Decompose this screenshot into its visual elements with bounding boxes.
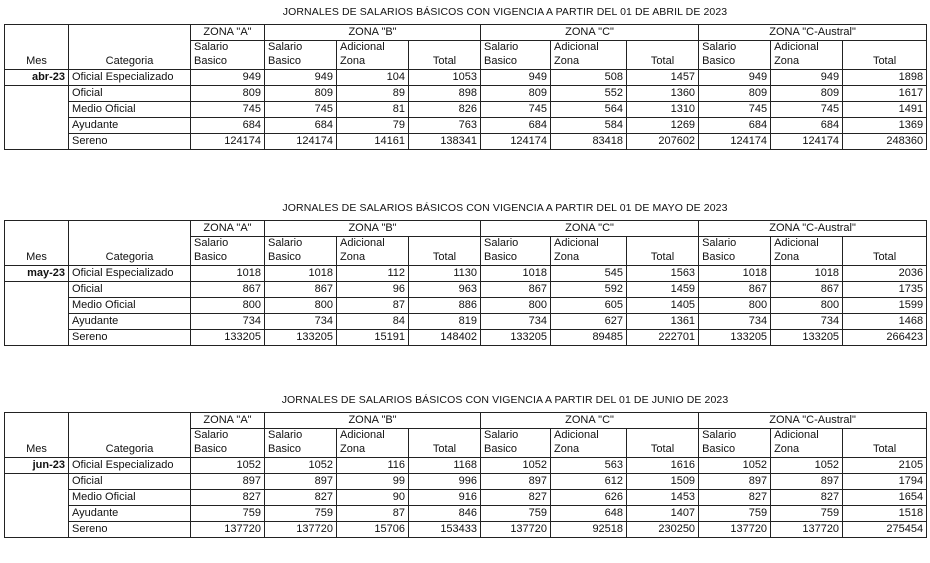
value-cell: 508 (551, 70, 627, 86)
categoria-column-header: Categoria (69, 250, 191, 266)
value-cell: 81 (337, 102, 409, 118)
table-row (5, 282, 927, 298)
value-cell: 552 (551, 86, 627, 102)
value-cell: 897 (771, 474, 843, 490)
value-cell: 827 (481, 490, 551, 506)
categoria-cell: Oficial (69, 86, 191, 102)
value-cell: 1617 (843, 86, 927, 102)
categoria-cell: Sereno (69, 330, 191, 346)
value-cell: 867 (481, 282, 551, 298)
value-cell: 1491 (843, 102, 927, 118)
value-cell: 96 (337, 282, 409, 298)
value-cell: 605 (551, 298, 627, 314)
value-cell: 248360 (843, 134, 927, 150)
column-header-bottom: Zona (337, 54, 409, 70)
value-cell: 1018 (771, 266, 843, 282)
column-header-top: Salario (191, 237, 265, 251)
value-cell: 1269 (627, 118, 699, 134)
value-cell: 124174 (481, 134, 551, 150)
categoria-cell: Medio Oficial (69, 298, 191, 314)
column-header-bottom: Total (843, 54, 927, 70)
value-cell: 745 (265, 102, 337, 118)
value-cell: 1407 (627, 506, 699, 522)
value-cell: 1457 (627, 70, 699, 86)
mes-cell-empty (5, 86, 69, 102)
value-cell: 745 (699, 102, 771, 118)
zone-c-header: ZONA "C" (481, 413, 699, 429)
categoria-cell: Oficial (69, 474, 191, 490)
header-empty (5, 237, 69, 251)
mes-cell-empty (5, 134, 69, 150)
column-header-bottom: Zona (771, 54, 843, 70)
value-cell: 897 (265, 474, 337, 490)
header-empty (69, 429, 191, 443)
value-cell: 564 (551, 102, 627, 118)
value-cell: 92518 (551, 522, 627, 538)
value-cell: 949 (481, 70, 551, 86)
zone-a-header: ZONA "A" (191, 25, 265, 41)
categoria-cell: Sereno (69, 522, 191, 538)
value-cell: 759 (191, 506, 265, 522)
value-cell: 137720 (481, 522, 551, 538)
value-cell: 1735 (843, 282, 927, 298)
value-cell: 809 (191, 86, 265, 102)
value-cell: 124174 (265, 134, 337, 150)
value-cell: 916 (409, 490, 481, 506)
value-cell: 684 (481, 118, 551, 134)
column-header-top: Salario (699, 237, 771, 251)
value-cell: 545 (551, 266, 627, 282)
value-cell: 1616 (627, 458, 699, 474)
categoria-cell: Sereno (69, 134, 191, 150)
column-header-bottom: Total (409, 442, 481, 458)
salary-table (4, 220, 927, 346)
column-header-top: Adicional (551, 429, 627, 443)
value-cell: 819 (409, 314, 481, 330)
value-cell: 846 (409, 506, 481, 522)
value-cell: 827 (699, 490, 771, 506)
categoria-cell: Ayudante (69, 314, 191, 330)
column-header-top: Adicional (771, 429, 843, 443)
header-empty (409, 237, 481, 251)
column-header-bottom: Zona (337, 250, 409, 266)
value-cell: 89 (337, 86, 409, 102)
categoria-cell: Oficial Especializado (69, 458, 191, 474)
column-header-bottom: Basico (265, 54, 337, 70)
mes-cell-empty (5, 298, 69, 314)
column-header-top: Salario (699, 429, 771, 443)
column-header-bottom: Zona (771, 250, 843, 266)
value-cell: 14161 (337, 134, 409, 150)
value-cell: 137720 (191, 522, 265, 538)
column-header-bottom: Total (409, 54, 481, 70)
column-header-bottom: Basico (699, 250, 771, 266)
column-header-top: Adicional (771, 237, 843, 251)
column-header-top: Salario (481, 237, 551, 251)
value-cell: 133205 (771, 330, 843, 346)
categoria-column-header: Categoria (69, 442, 191, 458)
column-header-top: Adicional (337, 237, 409, 251)
value-cell: 1405 (627, 298, 699, 314)
value-cell: 15706 (337, 522, 409, 538)
header-empty (627, 237, 699, 251)
value-cell: 827 (771, 490, 843, 506)
mes-column-header: Mes (5, 54, 69, 70)
value-cell: 592 (551, 282, 627, 298)
column-header-top: Salario (265, 41, 337, 55)
table-row (5, 298, 927, 314)
table-row (5, 102, 927, 118)
header-empty (69, 413, 191, 429)
column-header-bottom: Basico (191, 54, 265, 70)
table-row (5, 458, 927, 474)
value-cell: 266423 (843, 330, 927, 346)
column-header-bottom: Basico (265, 442, 337, 458)
value-cell: 867 (265, 282, 337, 298)
zone-a-header: ZONA "A" (191, 413, 265, 429)
table-title: JORNALES DE SALARIOS BÁSICOS CON VIGENCIA A PARTIR DEL 01 DE JUNIO DE 2023 (281, 394, 729, 406)
column-header-bottom: Zona (337, 442, 409, 458)
column-header-bottom: Basico (481, 442, 551, 458)
value-cell: 2036 (843, 266, 927, 282)
value-cell: 809 (699, 86, 771, 102)
column-header-bottom: Basico (699, 442, 771, 458)
table-row (5, 266, 927, 282)
column-header-top: Adicional (337, 41, 409, 55)
table-title: JORNALES DE SALARIOS BÁSICOS CON VIGENCIA A PARTIR DEL 01 DE ABRIL DE 2023 (282, 6, 728, 18)
table-row (5, 314, 927, 330)
value-cell: 734 (191, 314, 265, 330)
categoria-cell: Ayudante (69, 506, 191, 522)
value-cell: 949 (191, 70, 265, 86)
value-cell: 133205 (481, 330, 551, 346)
column-header-top: Salario (191, 41, 265, 55)
value-cell: 138341 (409, 134, 481, 150)
value-cell: 1518 (843, 506, 927, 522)
value-cell: 137720 (699, 522, 771, 538)
value-cell: 734 (265, 314, 337, 330)
value-cell: 1654 (843, 490, 927, 506)
column-header-bottom: Zona (551, 442, 627, 458)
value-cell: 1052 (699, 458, 771, 474)
value-cell: 84 (337, 314, 409, 330)
value-cell: 1794 (843, 474, 927, 490)
value-cell: 116 (337, 458, 409, 474)
column-header-bottom: Total (843, 442, 927, 458)
value-cell: 1369 (843, 118, 927, 134)
value-cell: 1459 (627, 282, 699, 298)
column-header-bottom: Basico (699, 54, 771, 70)
mes-cell-empty (5, 506, 69, 522)
table-row (5, 118, 927, 134)
header-empty (69, 221, 191, 237)
value-cell: 104 (337, 70, 409, 86)
column-header-bottom: Zona (551, 54, 627, 70)
value-cell: 763 (409, 118, 481, 134)
header-empty (5, 41, 69, 55)
value-cell: 1453 (627, 490, 699, 506)
categoria-cell: Oficial Especializado (69, 266, 191, 282)
table-title: JORNALES DE SALARIOS BÁSICOS CON VIGENCIA A PARTIR DEL 01 DE MAYO DE 2023 (282, 202, 728, 214)
value-cell: 87 (337, 298, 409, 314)
value-cell: 89485 (551, 330, 627, 346)
value-cell: 584 (551, 118, 627, 134)
value-cell: 1509 (627, 474, 699, 490)
value-cell: 124174 (699, 134, 771, 150)
value-cell: 1053 (409, 70, 481, 86)
header-empty (69, 25, 191, 41)
value-cell: 734 (481, 314, 551, 330)
value-cell: 897 (191, 474, 265, 490)
header-empty (409, 41, 481, 55)
value-cell: 809 (481, 86, 551, 102)
value-cell: 99 (337, 474, 409, 490)
column-header-top: Adicional (551, 41, 627, 55)
value-cell: 996 (409, 474, 481, 490)
value-cell: 684 (191, 118, 265, 134)
value-cell: 1599 (843, 298, 927, 314)
value-cell: 133205 (699, 330, 771, 346)
value-cell: 745 (771, 102, 843, 118)
mes-cell: may-23 (5, 266, 69, 282)
zone-b-header: ZONA "B" (265, 413, 481, 429)
value-cell: 745 (481, 102, 551, 118)
value-cell: 1468 (843, 314, 927, 330)
value-cell: 826 (409, 102, 481, 118)
mes-cell-empty (5, 118, 69, 134)
mes-cell: jun-23 (5, 458, 69, 474)
table-row (5, 474, 927, 490)
value-cell: 759 (265, 506, 337, 522)
table-row (5, 330, 927, 346)
value-cell: 949 (771, 70, 843, 86)
value-cell: 563 (551, 458, 627, 474)
value-cell: 153433 (409, 522, 481, 538)
mes-column-header: Mes (5, 250, 69, 266)
column-header-bottom: Zona (551, 250, 627, 266)
column-header-top: Salario (481, 41, 551, 55)
value-cell: 898 (409, 86, 481, 102)
value-cell: 1360 (627, 86, 699, 102)
value-cell: 1361 (627, 314, 699, 330)
value-cell: 133205 (191, 330, 265, 346)
value-cell: 648 (551, 506, 627, 522)
value-cell: 90 (337, 490, 409, 506)
mes-cell-empty (5, 522, 69, 538)
value-cell: 2105 (843, 458, 927, 474)
salary-table-block (4, 0, 926, 150)
column-header-top: Adicional (337, 429, 409, 443)
column-header-bottom: Total (627, 442, 699, 458)
value-cell: 612 (551, 474, 627, 490)
value-cell: 626 (551, 490, 627, 506)
column-header-bottom: Basico (191, 250, 265, 266)
value-cell: 1052 (771, 458, 843, 474)
value-cell: 207602 (627, 134, 699, 150)
mes-cell-empty (5, 490, 69, 506)
value-cell: 949 (699, 70, 771, 86)
categoria-cell: Oficial Especializado (69, 70, 191, 86)
value-cell: 827 (191, 490, 265, 506)
table-row (5, 506, 927, 522)
value-cell: 1052 (265, 458, 337, 474)
table-row (5, 70, 927, 86)
value-cell: 124174 (771, 134, 843, 150)
value-cell: 275454 (843, 522, 927, 538)
value-cell: 809 (771, 86, 843, 102)
value-cell: 684 (699, 118, 771, 134)
value-cell: 886 (409, 298, 481, 314)
value-cell: 79 (337, 118, 409, 134)
value-cell: 137720 (265, 522, 337, 538)
column-header-top: Salario (265, 429, 337, 443)
column-header-top: Adicional (771, 41, 843, 55)
value-cell: 963 (409, 282, 481, 298)
zone-c-austral-header: ZONA "C-Austral" (699, 413, 927, 429)
value-cell: 949 (265, 70, 337, 86)
column-header-top: Salario (265, 237, 337, 251)
zone-b-header: ZONA "B" (265, 221, 481, 237)
value-cell: 684 (265, 118, 337, 134)
value-cell: 1018 (699, 266, 771, 282)
column-header-top: Adicional (551, 237, 627, 251)
value-cell: 15191 (337, 330, 409, 346)
value-cell: 1563 (627, 266, 699, 282)
column-header-bottom: Basico (481, 54, 551, 70)
value-cell: 800 (699, 298, 771, 314)
value-cell: 133205 (265, 330, 337, 346)
table-row (5, 134, 927, 150)
header-empty (69, 41, 191, 55)
value-cell: 867 (699, 282, 771, 298)
mes-cell-empty (5, 282, 69, 298)
zone-a-header: ZONA "A" (191, 221, 265, 237)
value-cell: 1018 (265, 266, 337, 282)
value-cell: 627 (551, 314, 627, 330)
categoria-cell: Medio Oficial (69, 490, 191, 506)
value-cell: 734 (699, 314, 771, 330)
header-empty (69, 237, 191, 251)
salary-table (4, 412, 927, 538)
column-header-bottom: Basico (191, 442, 265, 458)
value-cell: 684 (771, 118, 843, 134)
value-cell: 809 (265, 86, 337, 102)
value-cell: 734 (771, 314, 843, 330)
value-cell: 87 (337, 506, 409, 522)
mes-cell-empty (5, 474, 69, 490)
column-header-bottom: Total (409, 250, 481, 266)
header-empty (409, 429, 481, 443)
mes-column-header: Mes (5, 442, 69, 458)
header-empty (5, 429, 69, 443)
column-header-bottom: Basico (481, 250, 551, 266)
header-empty (5, 25, 69, 41)
header-empty (627, 41, 699, 55)
value-cell: 759 (771, 506, 843, 522)
value-cell: 1018 (191, 266, 265, 282)
value-cell: 230250 (627, 522, 699, 538)
value-cell: 897 (699, 474, 771, 490)
salary-table-block (4, 196, 926, 346)
column-header-bottom: Zona (771, 442, 843, 458)
value-cell: 1052 (481, 458, 551, 474)
column-header-top: Salario (191, 429, 265, 443)
column-header-bottom: Total (627, 54, 699, 70)
zone-c-header: ZONA "C" (481, 25, 699, 41)
mes-cell-empty (5, 330, 69, 346)
header-empty (5, 413, 69, 429)
value-cell: 759 (481, 506, 551, 522)
value-cell: 867 (771, 282, 843, 298)
value-cell: 1898 (843, 70, 927, 86)
value-cell: 222701 (627, 330, 699, 346)
value-cell: 867 (191, 282, 265, 298)
value-cell: 1018 (481, 266, 551, 282)
header-empty (5, 221, 69, 237)
value-cell: 759 (699, 506, 771, 522)
value-cell: 83418 (551, 134, 627, 150)
zone-c-austral-header: ZONA "C-Austral" (699, 25, 927, 41)
value-cell: 827 (265, 490, 337, 506)
salary-table (4, 24, 927, 150)
categoria-cell: Ayudante (69, 118, 191, 134)
value-cell: 800 (191, 298, 265, 314)
value-cell: 112 (337, 266, 409, 282)
column-header-top: Salario (699, 41, 771, 55)
value-cell: 1310 (627, 102, 699, 118)
value-cell: 124174 (191, 134, 265, 150)
header-empty (843, 41, 927, 55)
header-empty (843, 429, 927, 443)
value-cell: 745 (191, 102, 265, 118)
mes-cell: abr-23 (5, 70, 69, 86)
table-row (5, 86, 927, 102)
value-cell: 148402 (409, 330, 481, 346)
zone-c-austral-header: ZONA "C-Austral" (699, 221, 927, 237)
value-cell: 800 (771, 298, 843, 314)
column-header-bottom: Total (627, 250, 699, 266)
value-cell: 1130 (409, 266, 481, 282)
zone-b-header: ZONA "B" (265, 25, 481, 41)
table-row (5, 490, 927, 506)
value-cell: 897 (481, 474, 551, 490)
categoria-cell: Medio Oficial (69, 102, 191, 118)
value-cell: 137720 (771, 522, 843, 538)
value-cell: 1168 (409, 458, 481, 474)
mes-cell-empty (5, 314, 69, 330)
table-row (5, 522, 927, 538)
categoria-cell: Oficial (69, 282, 191, 298)
header-empty (843, 237, 927, 251)
mes-cell-empty (5, 102, 69, 118)
column-header-top: Salario (481, 429, 551, 443)
value-cell: 800 (265, 298, 337, 314)
zone-c-header: ZONA "C" (481, 221, 699, 237)
header-empty (627, 429, 699, 443)
column-header-bottom: Basico (265, 250, 337, 266)
value-cell: 1052 (191, 458, 265, 474)
salary-table-block (4, 388, 926, 538)
categoria-column-header: Categoria (69, 54, 191, 70)
column-header-bottom: Total (843, 250, 927, 266)
value-cell: 800 (481, 298, 551, 314)
